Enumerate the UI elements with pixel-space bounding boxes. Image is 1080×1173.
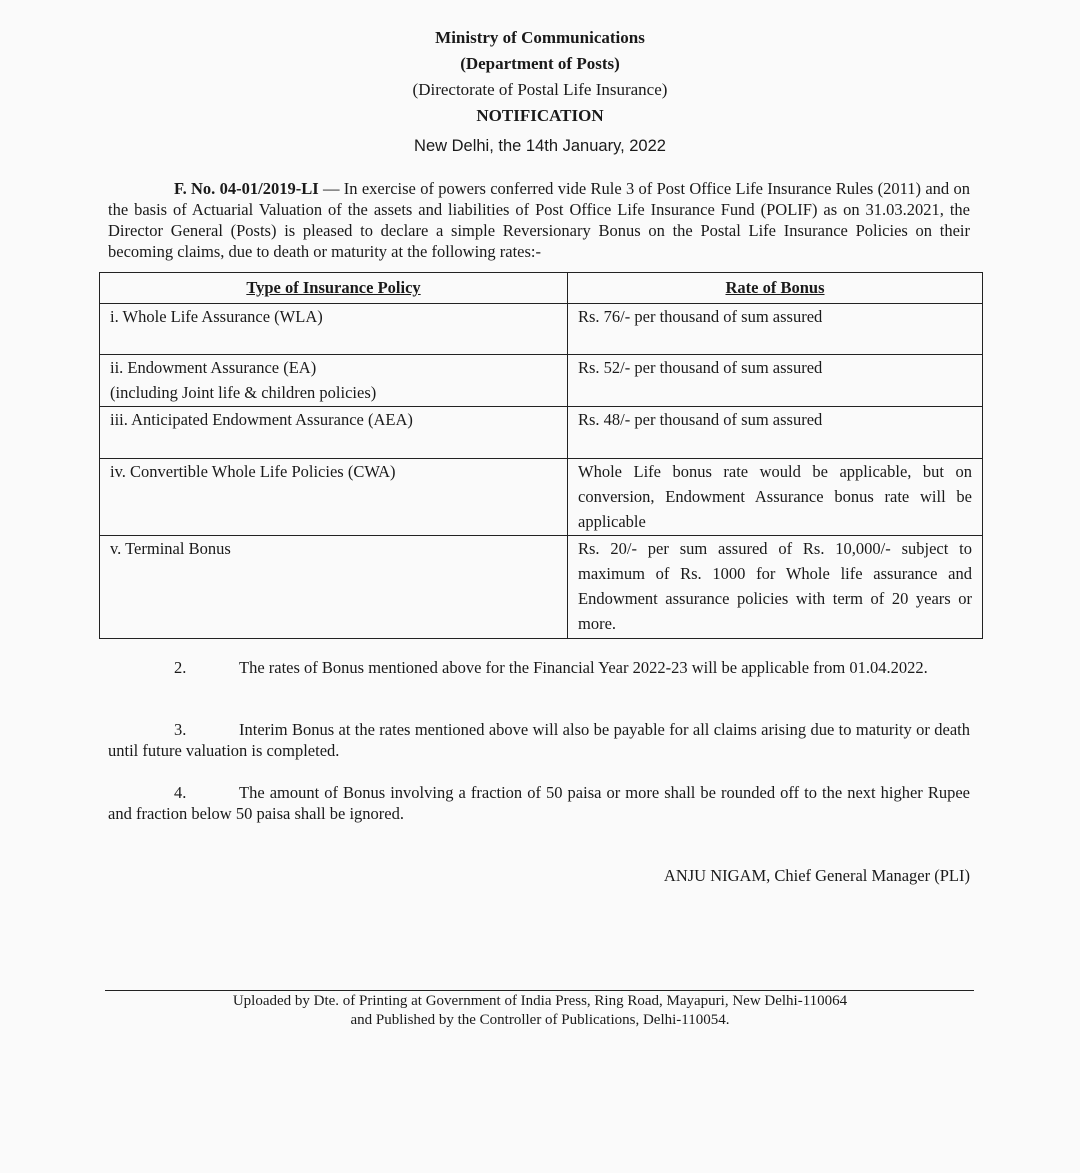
footer-line-2: and Published by the Controller of Publications, Delhi-110054.: [350, 1012, 730, 1028]
signatory: ANJU NIGAM, Chief General Manager (PLI): [663, 866, 970, 885]
table-row: [100, 536, 983, 639]
paragraph-4: [108, 782, 970, 824]
bonus-rate-cell: Rs. 20/- per sum assured of Rs. 10,000/- subject to maximum of Rs. 1000 for Whole life assurance and Endowment assurance policies with term of 20 years or more.: [568, 536, 983, 639]
bonus-rates-table: [99, 272, 983, 639]
notification-title: NOTIFICATION: [476, 106, 604, 125]
policy-type-cell: [100, 304, 568, 355]
policy-type-cell: [100, 355, 568, 407]
bonus-rate-cell: Rs. 52/- per thousand of sum assured: [568, 355, 983, 407]
footer-divider: [105, 990, 974, 991]
paragraph-2: [108, 657, 970, 678]
bonus-rate-cell: Rs. 76/- per thousand of sum assured: [568, 304, 983, 355]
policy-type: v. Terminal Bonus: [110, 539, 231, 558]
policy-type: ii. Endowment Assurance (EA): [110, 358, 317, 377]
table-row: [100, 459, 983, 536]
department-heading: (Department of Posts): [460, 54, 620, 73]
policy-type: i. Whole Life Assurance (WLA): [110, 307, 323, 326]
table-row: [100, 304, 983, 355]
footer-line-1: Uploaded by Dte. of Printing at Government of India Press, Ring Road, Mayapuri, New Delhi-110064: [232, 993, 848, 1009]
table-row: [100, 355, 983, 407]
paragraph-text: The rates of Bonus mentioned above for the Financial Year 2022-23 will be applicable from 01.04.2022.: [239, 658, 928, 677]
intro-text: — In exercise of powers conferred vide Rule 3 of Post Office Life Insurance Rules (2011) and on the basis of Actuarial Valuation of the assets and liabilities of Post Office Life Insurance Fund (POLIF) as on 31.03.2021, the Director General (Posts) is pleased to declare a simple Reversionary Bonus on the Postal Life Insurance Policies on their becoming claims, due to death or maturity at the following rates:-: [108, 179, 971, 261]
file-number: F. No. 04-01/2019-LI: [174, 179, 319, 198]
table-row: [100, 407, 983, 459]
paragraph-text: Interim Bonus at the rates mentioned above will also be payable for all claims arising due to maturity or death until future valuation is completed.: [108, 720, 970, 760]
policy-type-cell: [100, 536, 568, 639]
policy-type-cell: [100, 459, 568, 536]
ministry-heading: Ministry of Communications: [435, 28, 645, 47]
table-header-row: [100, 273, 983, 304]
policy-type: iii. Anticipated Endowment Assurance (AEA): [110, 410, 413, 429]
policy-type-note: (including Joint life & children policies): [110, 383, 377, 402]
header-rate-of-bonus: Rate of Bonus: [568, 273, 983, 304]
paragraph-number: 4.: [174, 783, 187, 802]
paragraph-number: 2.: [174, 658, 187, 677]
paragraph-text: The amount of Bonus involving a fraction of 50 paisa or more shall be rounded off to the next higher Rupee and fraction below 50 paisa shall be ignored.: [108, 783, 970, 823]
policy-type-cell: [100, 407, 568, 459]
policy-type: iv. Convertible Whole Life Policies (CWA): [110, 462, 396, 481]
header-policy-type: Type of Insurance Policy: [100, 273, 568, 304]
directorate-heading: (Directorate of Postal Life Insurance): [412, 80, 668, 99]
paragraph-number: 3.: [174, 720, 187, 739]
paragraph-3: [108, 719, 970, 761]
bonus-rate-cell: Whole Life bonus rate would be applicable, but on conversion, Endowment Assurance bonus rate will be applicable: [568, 459, 983, 536]
intro-paragraph: [108, 178, 970, 262]
bonus-rate-cell: Rs. 48/- per thousand of sum assured: [568, 407, 983, 459]
place-date: New Delhi, the 14th January, 2022: [414, 137, 666, 155]
